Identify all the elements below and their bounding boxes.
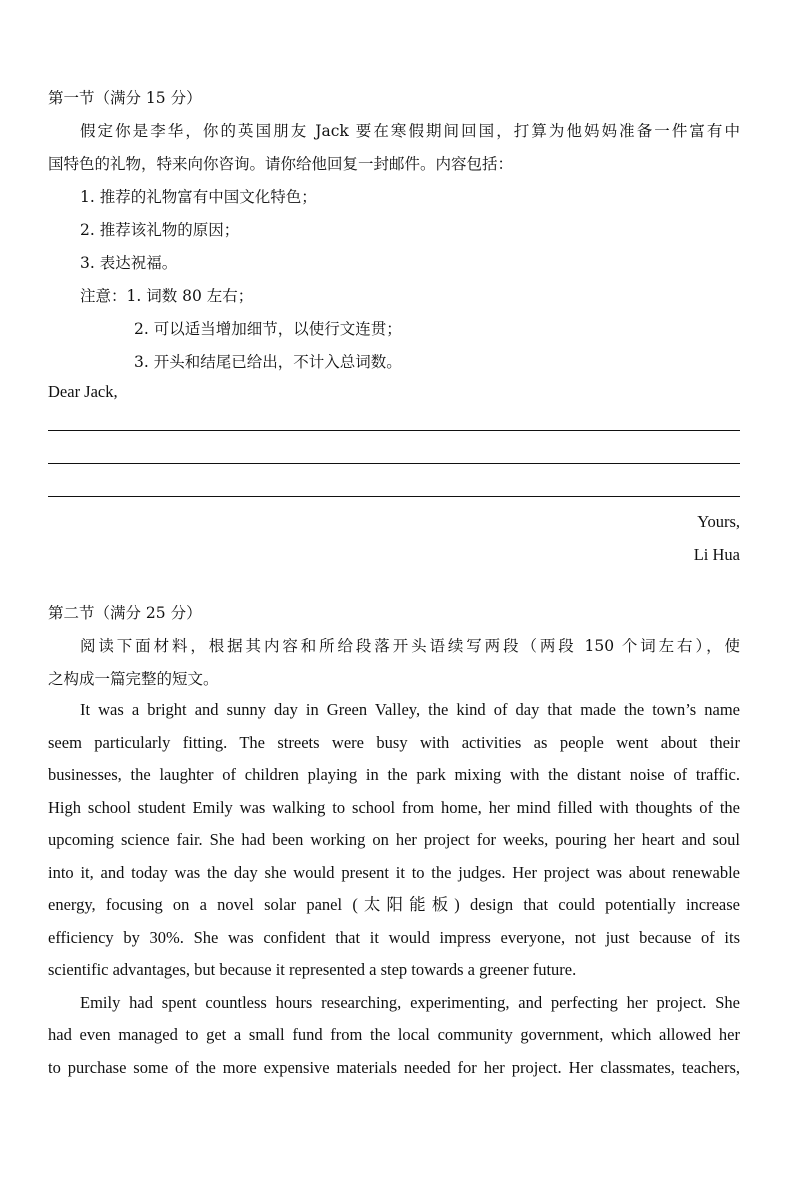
note-1: 注意：1. 词数 80 左右； [80, 287, 254, 305]
passage-line: to purchase some of the more expensive materials needed for her project. Her classmates, teachers, [48, 1058, 740, 1077]
content-item-2: 2. 推荐该礼物的原因； [80, 221, 240, 239]
passage-line: had even managed to get a small fund from the local community government, which allowed her [48, 1025, 740, 1044]
passage-line: scientific advantages, but because it represented a step towards a greener future. [48, 960, 577, 979]
section1-prompt-line2: 国特色的礼物，特来向你咨询。请你给他回复一封邮件。内容包括： [48, 155, 514, 173]
writing-line-2 [48, 463, 740, 464]
note-2: 2. 可以适当增加细节，以使行文连贯； [134, 320, 402, 338]
section1-prompt-line1: 假定你是李华，你的英国朋友 Jack 要在寒假期间回国，打算为他妈妈准备一件富有中 [80, 122, 740, 140]
note-3: 3. 开头和结尾已给出，不计入总词数。 [134, 353, 402, 371]
section2-instruction-line2: 之构成一篇完整的短文。 [48, 670, 219, 688]
salutation: Dear Jack, [48, 382, 118, 401]
passage-line: businesses, the laughter of children playing in the park mixing with the distant noise of traffic. [48, 765, 740, 784]
passage-line: efficiency by 30%. She was confident that it would impress everyone, not just because of its [48, 928, 740, 947]
section1-heading: 第一节（满分 15 分） [48, 89, 202, 107]
content-item-1: 1. 推荐的礼物富有中国文化特色； [80, 188, 317, 206]
passage-line: into it, and today was the day she would present it to the judges. Her project was about renewable [48, 863, 740, 882]
writing-line-3 [48, 496, 740, 497]
passage-line: Emily had spent countless hours researching, experimenting, and perfecting her project. She [80, 993, 740, 1012]
passage-line: High school student Emily was walking to school from home, her mind filled with thoughts of the [48, 798, 740, 817]
passage-line: It was a bright and sunny day in Green Valley, the kind of day that made the town’s name [80, 700, 740, 719]
section2-instruction-line1: 阅读下面材料，根据其内容和所给段落开头语续写两段（两段 150 个词左右），使 [80, 637, 740, 655]
content-item-3: 3. 表达祝福。 [80, 254, 178, 272]
closing: Yours, [697, 512, 740, 531]
passage-line: upcoming science fair. She had been working on her project for weeks, pouring her heart and soul [48, 830, 740, 849]
signature: Li Hua [693, 545, 740, 564]
passage-line: seem particularly fitting. The streets were busy with activities as people went about their [48, 733, 740, 752]
passage-line: energy, focusing on a novel solar panel (太阳能板) design that could potentially increase [48, 895, 740, 914]
section2-heading: 第二节（满分 25 分） [48, 604, 202, 622]
writing-line-1 [48, 430, 740, 431]
